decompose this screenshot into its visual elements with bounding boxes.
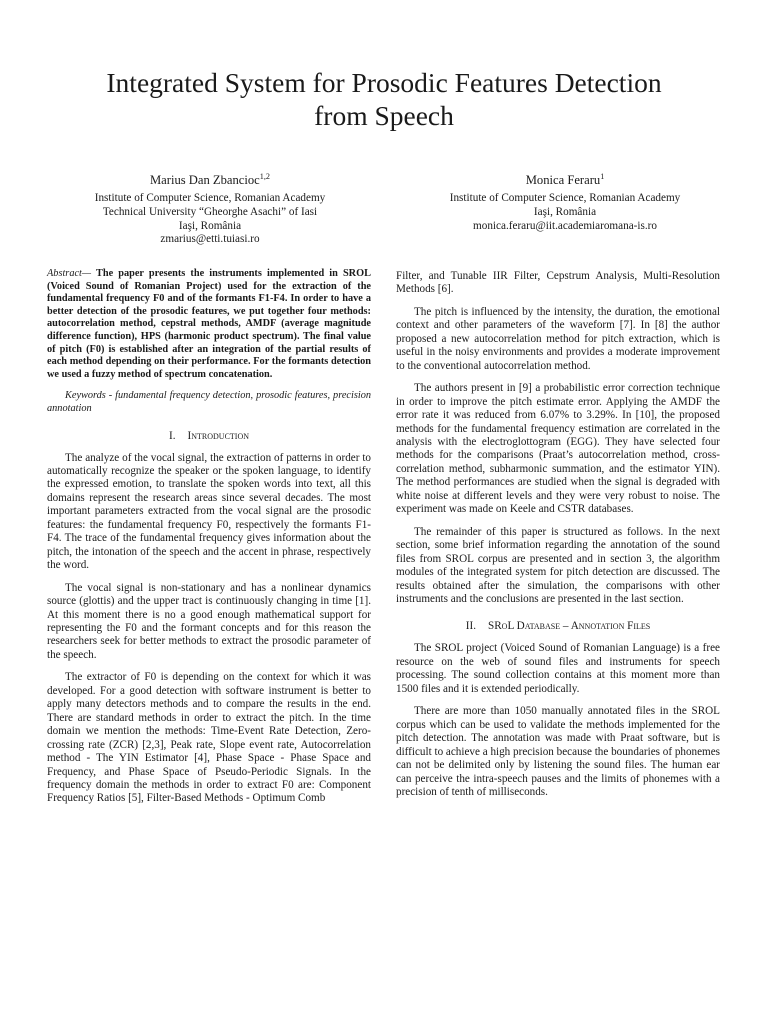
paragraph: The extractor of F0 is depending on the context for which it was developed. For a good detection with software instrument is better to apply many detectors methods and to compare the results in the end. There are standard methods in order to extract the pitch. In the time domain we mention the methods: Time-Event Rate Detection, Zero-crossing rate (ZCR) [2,3], Peak rate, Slope event rate, Autocorrelation method - The YIN Estimator [4], Phase Space - Phase Space and Frequency, and Phase Space of Pseudo-Periodic Signals. In the frequency domain the methods in order to extract F0 are: Component Frequency Ratios [5], Filter-Based Methods - Optimum Comb — [47, 671, 371, 805]
author-city: Iaşi, România — [178, 219, 242, 232]
paragraph: The authors present in [9] a probabilistic error correction technique in order to improve the pitch estimate error. Applying the AMDF the error rate it was reduced from 6.07% to 3.29%. In [10], the proposed methods for the fundamental frequency estimation are correlated in the analysis with the electroglottogram (EGG). They have selected four methods for the comparisons (Praat’s autocorrelation method, cross-correlation method, subharmonic summation, and the estimator YIN). The method performances are studied when the signal is degraded with white noise at different levels and they were very robust to noise. The experiment was made on Keele and CSTR databases. — [396, 382, 720, 516]
paragraph: The SROL project (Voiced Sound of Romanian Language) is a free resource on the web of sound files and instruments for speech processing. The sound collection contains at this moment more than 1500 files and it is extended periodically. — [396, 642, 720, 695]
paper-title — [40, 66, 728, 132]
paragraph-continued: Filter, and Tunable IIR Filter, Cepstrum Analysis, Multi-Resolution Methods [6]. — [396, 270, 720, 296]
author-email: zmarius@etti.tuiasi.ro — [160, 233, 260, 246]
author-block-1 — [45, 172, 375, 247]
paragraph: The vocal signal is non-stationary and has a nonlinear dynamics source (glottis) and the upper tract is continuously changing in time [1]. At this moment there is no a good enough mathematical support for representing the F0 and the formant concepts and for this reason the researchers seek for better methods to extract the prosodic parameter of the speech. — [47, 581, 371, 661]
title-line-1: Integrated System for Prosodic Features Detection — [106, 67, 662, 98]
left-column — [47, 268, 371, 815]
right-column — [396, 270, 720, 808]
author-affiliation: Institute of Computer Science, Romanian Academy — [94, 192, 326, 204]
author-block-2 — [400, 172, 730, 233]
section-heading-srol-database: II. SRoL Database – Annotation Files — [465, 620, 651, 633]
author-affiliation-marker: 1 — [600, 171, 605, 181]
author-affiliation-marker: 1,2 — [259, 171, 271, 181]
paragraph: The remainder of this paper is structured as follows. In the next section, some brief information regarding the annotation of the sound files from SROL corpus are presented and in section 3, the algorithm modules of the integrated system for pitch detection are discussed. The results obtained after the simulation, the comparisons with other instruments and the conclusions are presented in the last section. — [396, 525, 720, 605]
abstract: Abstract— The paper presents the instruments implemented in SROL (Voiced Sound of Romanian Project) used for the extraction of the fundamental frequency F0 and of the formants F1-F4. In order to have a better detection of the prosodic features, we put together four methods: autocorrelation method, cepstral methods, AMDF (average magnitude difference function), HPS (harmonic product spectrum). The final value of pitch (F0) is established after an integration of the partial results of each method depending on their performance. For the formants detection we used a fuzzy method of spectrum concatenation. — [47, 268, 371, 380]
title-line-2: from Speech — [314, 100, 454, 131]
author-city: Iaşi, România — [533, 205, 597, 218]
author-affiliation: Institute of Computer Science, Romanian Academy — [449, 192, 681, 204]
section-heading-introduction: I. Introduction — [168, 429, 250, 442]
paragraph: The analyze of the vocal signal, the extraction of patterns in order to automatically recognize the speaker or the spoken language, to identify the expressed emotion, to translate the spoken words into text, all this domains represent the research areas since several decades. The most important parameters extracted from the vocal signal are the prosodic features: the fundamental frequency F0, respectively the formants F1-F4. The trace of the fundamental frequency gives information about the pitch, the intonation of the speech and the accent in phrase, respectively the word. — [47, 451, 371, 572]
author-affiliation: Technical University “Gheorghe Asachi” of Iasi — [102, 205, 318, 218]
author-email: monica.feraru@iit.academiaromana-is.ro — [473, 219, 657, 232]
paragraph: There are more than 1050 manually annotated files in the SROL corpus which can be used to validate the methods implemented for the pitch detection. The annotation was made with Praat software, but is difficult to achieve a high precision because the boundaries of phonemes can not be delimited only by listening the sound files. The human ear can perceive the intra-speech pauses and the limits of phonemes with a precision of tenth of milliseconds. — [396, 705, 721, 798]
keywords: Keywords - fundamental frequency detection, prosodic features, precision annotation — [47, 390, 371, 414]
author-name: Monica Feraru$^1$ — [525, 171, 605, 187]
paragraph: The pitch is influenced by the intensity, the duration, the emotional context and other parameters of the waveform [7]. In [8] the author proposed a new autocorrelation method for pitch extraction, which is useful in the noisy environments and provides a moderate improvement to the conventional autocorrelation method. — [396, 305, 720, 372]
author-name: Marius Dan Zbancioc$^{1,2}$ — [149, 171, 271, 187]
